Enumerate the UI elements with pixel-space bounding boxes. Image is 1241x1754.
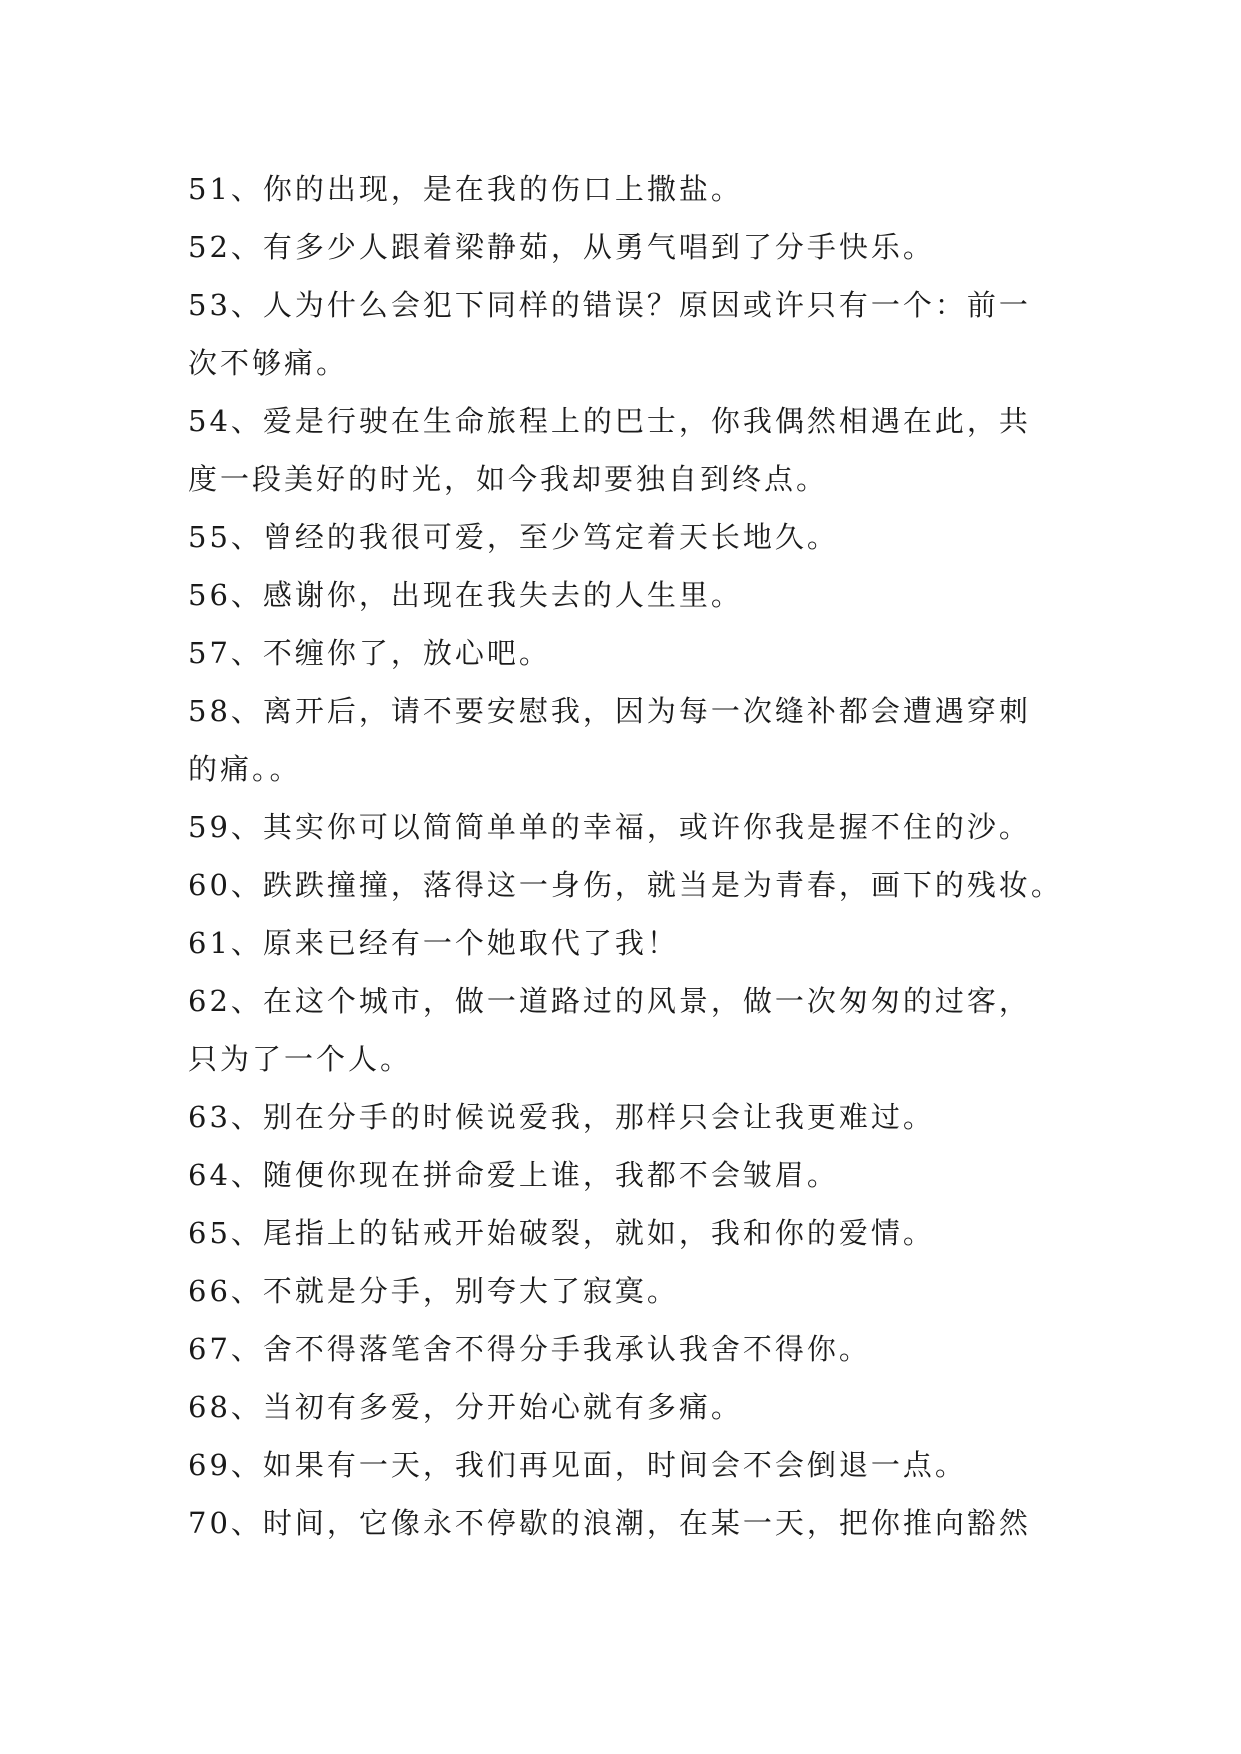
text-line: 的痛。。 [188,752,302,786]
text-line: 62、在这个城市，做一道路过的风景，做一次匆匆的过客， [188,984,1031,1018]
text-line: 53、人为什么会犯下同样的错误？原因或许只有一个：前一 [188,288,1031,322]
text-line: 51、你的出现，是在我的伤口上撒盐。 [188,172,743,206]
text-line: 度一段美好的时光，如今我却要独自到终点。 [188,462,829,496]
text-line: 57、不缠你了，放心吧。 [188,636,551,670]
text-line: 65、尾指上的钻戒开始破裂，就如，我和你的爱情。 [188,1216,935,1250]
text-line: 67、舍不得落笔舍不得分手我承认我舍不得你。 [188,1332,871,1366]
text-line: 56、感谢你，出现在我失去的人生里。 [188,578,743,612]
text-line: 63、别在分手的时候说爱我，那样只会让我更难过。 [188,1100,935,1134]
text-line: 61、原来已经有一个她取代了我！ [188,926,679,960]
text-line: 59、其实你可以简简单单的幸福，或许你我是握不住的沙。 [188,810,1031,844]
text-line: 54、爱是行驶在生命旅程上的巴士，你我偶然相遇在此，共 [188,404,1031,438]
text-line: 55、曾经的我很可爱，至少笃定着天长地久。 [188,520,839,554]
text-line: 70、时间，它像永不停歇的浪潮，在某一天，把你推向豁然 [188,1506,1031,1540]
text-body [188,160,1068,1552]
text-line: 52、有多少人跟着梁静茹，从勇气唱到了分手快乐。 [188,230,935,264]
text-line: 69、如果有一天，我们再见面，时间会不会倒退一点。 [188,1448,967,1482]
text-line: 66、不就是分手，别夸大了寂寞。 [188,1274,679,1308]
text-line: 60、跌跌撞撞，落得这一身伤，就当是为青春，画下的残妆。 [188,868,1063,902]
text-line: 58、离开后，请不要安慰我，因为每一次缝补都会遭遇穿刺 [188,694,1031,728]
text-line: 64、随便你现在拼命爱上谁，我都不会皱眉。 [188,1158,839,1192]
text-line: 只为了一个人。 [188,1042,413,1076]
text-line: 次不够痛。 [188,346,349,380]
text-line: 68、当初有多爱，分开始心就有多痛。 [188,1390,743,1424]
